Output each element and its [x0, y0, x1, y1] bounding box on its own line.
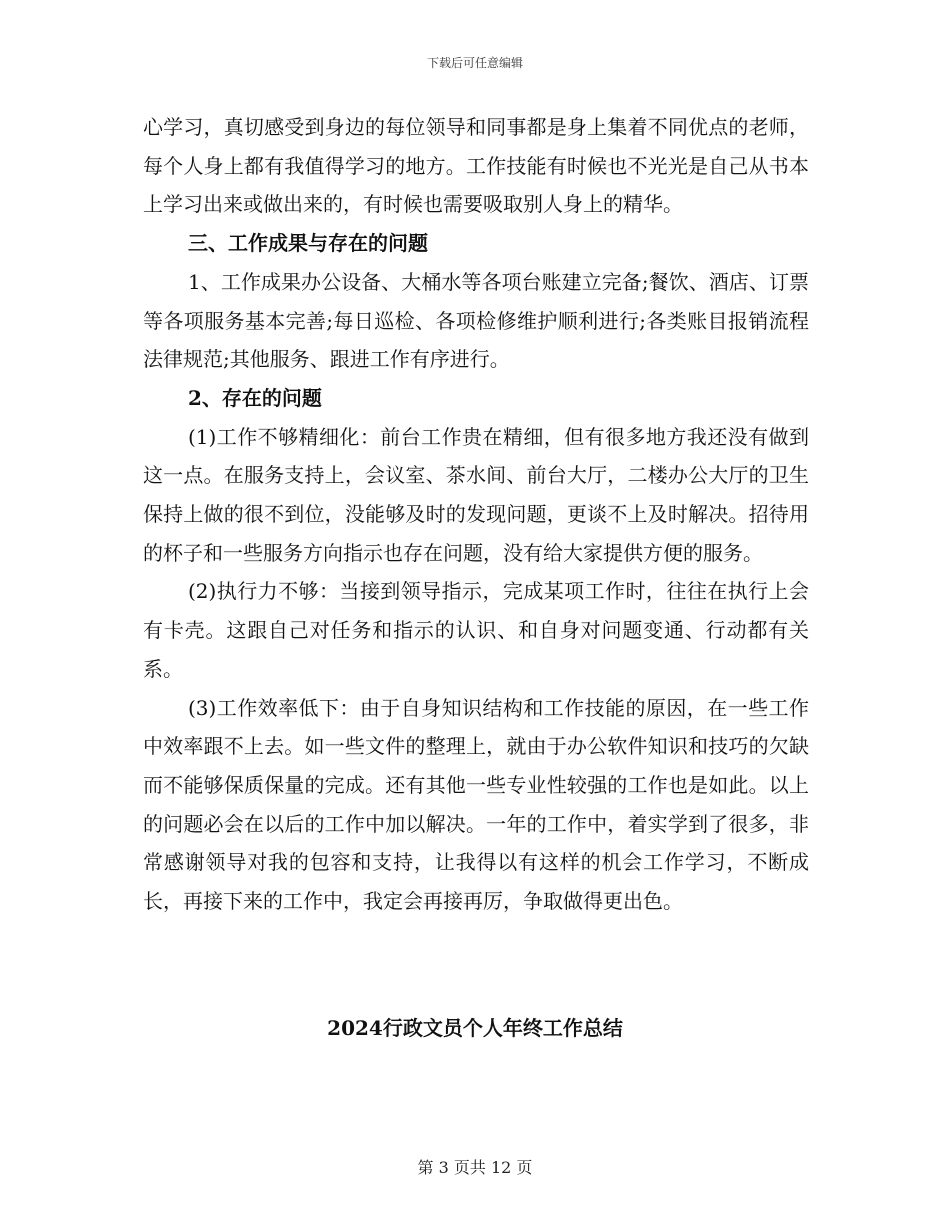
paragraph-problem-3: (3)工作效率低下：由于自身知识结构和工作技能的原因，在一些工作中效率跟不上去。如一些文件的整理上，就由于办公软件知识和技巧的欠缺而不能够保质保量的完成。还有其他一些专业性较强的工作也是如此。以上的问题必会在以后的工作中加以解决。一年的工作中，着实学到了很多，非常感谢领导对我的包容和支持，让我得以有这样的机会工作学习，不断成长，再接下来的工作中，我定会再接再厉，争取做得更出色。 — [143, 695, 809, 914]
paragraph-problem-2: (2)执行力不够：当接到领导指示，完成某项工作时，往往在执行上会有卡壳。这跟自己对任务和指示的认识、和自身对问题变通、行动都有关系。 — [143, 579, 809, 681]
section-heading-results: 三、工作成果与存在的问题 — [188, 231, 428, 256]
page-header: 下载后可任意编辑 — [426, 56, 523, 70]
subsection-heading-problems: 2、存在的问题 — [188, 385, 322, 410]
paragraph-work-results: 1、工作成果办公设备、大桶水等各项台账建立完备;餐饮、酒店、订票等各项服务基本完善;每日巡检、各项检修维护顺利进行;各类账目报销流程法律规范;其他服务、跟进工作有序进行。 — [143, 269, 809, 372]
paragraph-continuation: 心学习，真切感受到身边的每位领导和同事都是身上集着不同优点的老师，每个人身上都有我值得学习的地方。工作技能有时候也不光光是自己从书本上学习出来或做出来的，有时候也需要吸取别人身上的精华。 — [143, 115, 809, 217]
page-footer: 第 3 页共 12 页 — [417, 1158, 533, 1177]
document-body — [143, 108, 809, 921]
document-title: 2024行政文员个人年终工作总结 — [327, 1016, 623, 1040]
paragraph-problem-1: (1)工作不够精细化：前台工作贵在精细，但有很多地方我还没有做到这一点。在服务支持上，会议室、茶水间、前台大厅，二楼办公大厅的卫生保持上做的很不到位，没能够及时的发现问题，更谈不上及时解决。招待用的杯子和一些服务方向指示也存在问题，没有给大家提供方便的服务。 — [143, 424, 809, 565]
